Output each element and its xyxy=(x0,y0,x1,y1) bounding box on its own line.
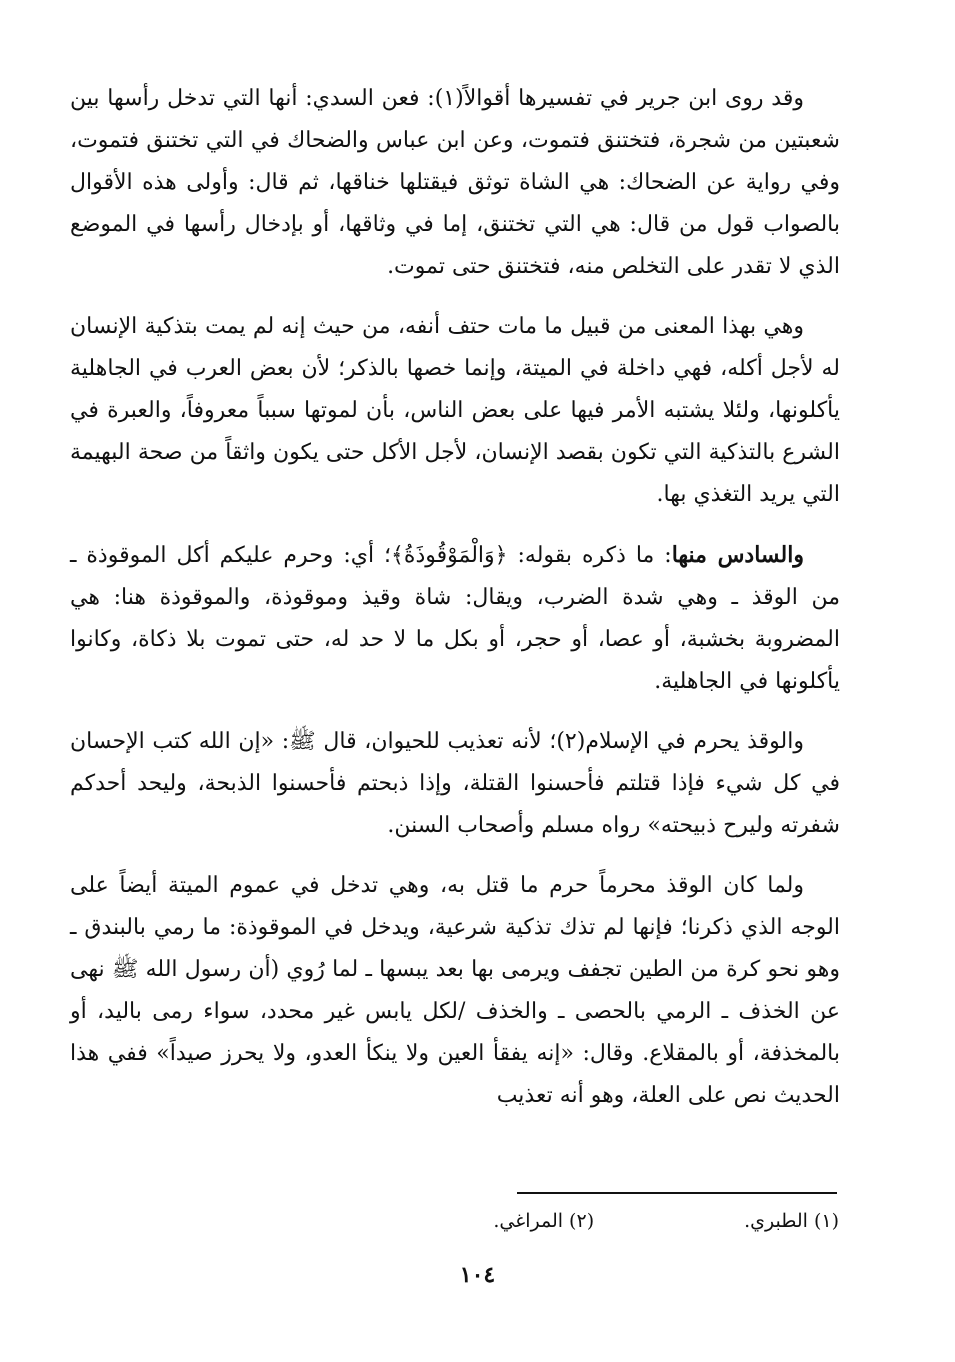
page-number: ١٠٤ xyxy=(459,1262,496,1288)
paragraph-5-text: ولما كان الوقذ محرماً حرم ما قتل به، وهي تدخل في عموم الميتة أيضاً على الوجه الذي ذكرنا؛ فإنها لم تذك تذكية شرعية، ويدخل في الموقوذة: ما رمي بالبندق ـ وهو نحو كرة من الطين تجفف ويرمى بها بعد يبسها ـ لما رُوي (أن رسول الله ﷺ نهى عن الخذف ـ الرمي بالحصى ـ والخذف /لكل يابس غير محدد، سواء رمى باليد، أو بالمخذفة، أو بالمقلاع. وقال: «إنه يفقأ العين ولا ينكأ العدو، ولا يحرز صيداً» ففي هذا الحديث نص على العلة، وهو أنه تعذيب xyxy=(70,873,840,1108)
footnote-divider xyxy=(517,1192,837,1194)
footnote-2: (٢) المراغي. xyxy=(493,1210,595,1232)
paragraph-3 xyxy=(70,534,840,703)
paragraph-1-text: وقد روى ابن جرير في تفسيرها أقوالاً(١): فعن السدي: أنها التي تدخل رأسها بين شعبتين من شجرة، فتختنق فتموت، وعن ابن عباس والضحاك في التي تختنق فتموت، وفي رواية عن الضحاك: هي الشاة توثق فيقتلها خناقها، ثم قال: وأولى هذه الأقوال بالصواب قول من قال: هي التي تختنق، إما في وثاقها، أو بإدخال رأسها في الموضع الذي لا تقدر على التخلص منه، فتختنق حتى تموت. xyxy=(70,86,840,279)
paragraph-2 xyxy=(70,306,840,516)
paragraph-5 xyxy=(70,865,840,1117)
footnote-1: (١) الطبري. xyxy=(744,1210,839,1232)
paragraph-2-text: وهي بهذا المعنى من قبيل ما مات حتف أنفه، من حيث إنه لم يمت بتذكية الإنسان له لأجل أكله، فهي داخلة في الميتة، وإنما خصها بالذكر؛ لأن بعض العرب في الجاهلية يأكلونها، ولئلا يشتبه الأمر فيها على بعض الناس، بأن لموتها سبباً معروفاً، والعبرة في الشرع بالتذكية التي تكون بقصد الإنسان، لأجل الأكل حتى يكون واثقاً من صحة البهيمة التي يريد التغذي بها. xyxy=(70,314,840,507)
paragraph-4 xyxy=(70,721,840,847)
footnotes xyxy=(279,1210,839,1232)
paragraph-1 xyxy=(70,78,840,288)
page-body xyxy=(70,78,840,1135)
paragraph-3-text: : ما ذكره بقوله: ﴿وَالْمَوْقُوذَةُ﴾؛ أي: وحرم عليكم أكل الموقوذة ـ من الوقذ ـ وهي شدة الضرب، ويقال: شاة وقيذ وموقوذة، والموقوذة هنا: هي المضروبة بخشبة، أو عصا، أو حجر، أو بكل ما لا حد له، حتى تموت بلا ذكاة، وكانوا يأكلونها في الجاهلية. xyxy=(70,543,840,694)
paragraph-4-text: والوقذ يحرم في الإسلام(٢)؛ لأنه تعذيب للحيوان، قال ﷺ: «إن الله كتب الإحسان في كل شيء فإذا قتلتم فأحسنوا القتلة، وإذا ذبحتم فأحسنوا الذبحة، وليحد أحدكم شفرته وليرح ذبيحته» رواه مسلم وأصحاب السنن. xyxy=(70,729,840,838)
paragraph-3-lead: والسادس منها xyxy=(671,542,804,568)
